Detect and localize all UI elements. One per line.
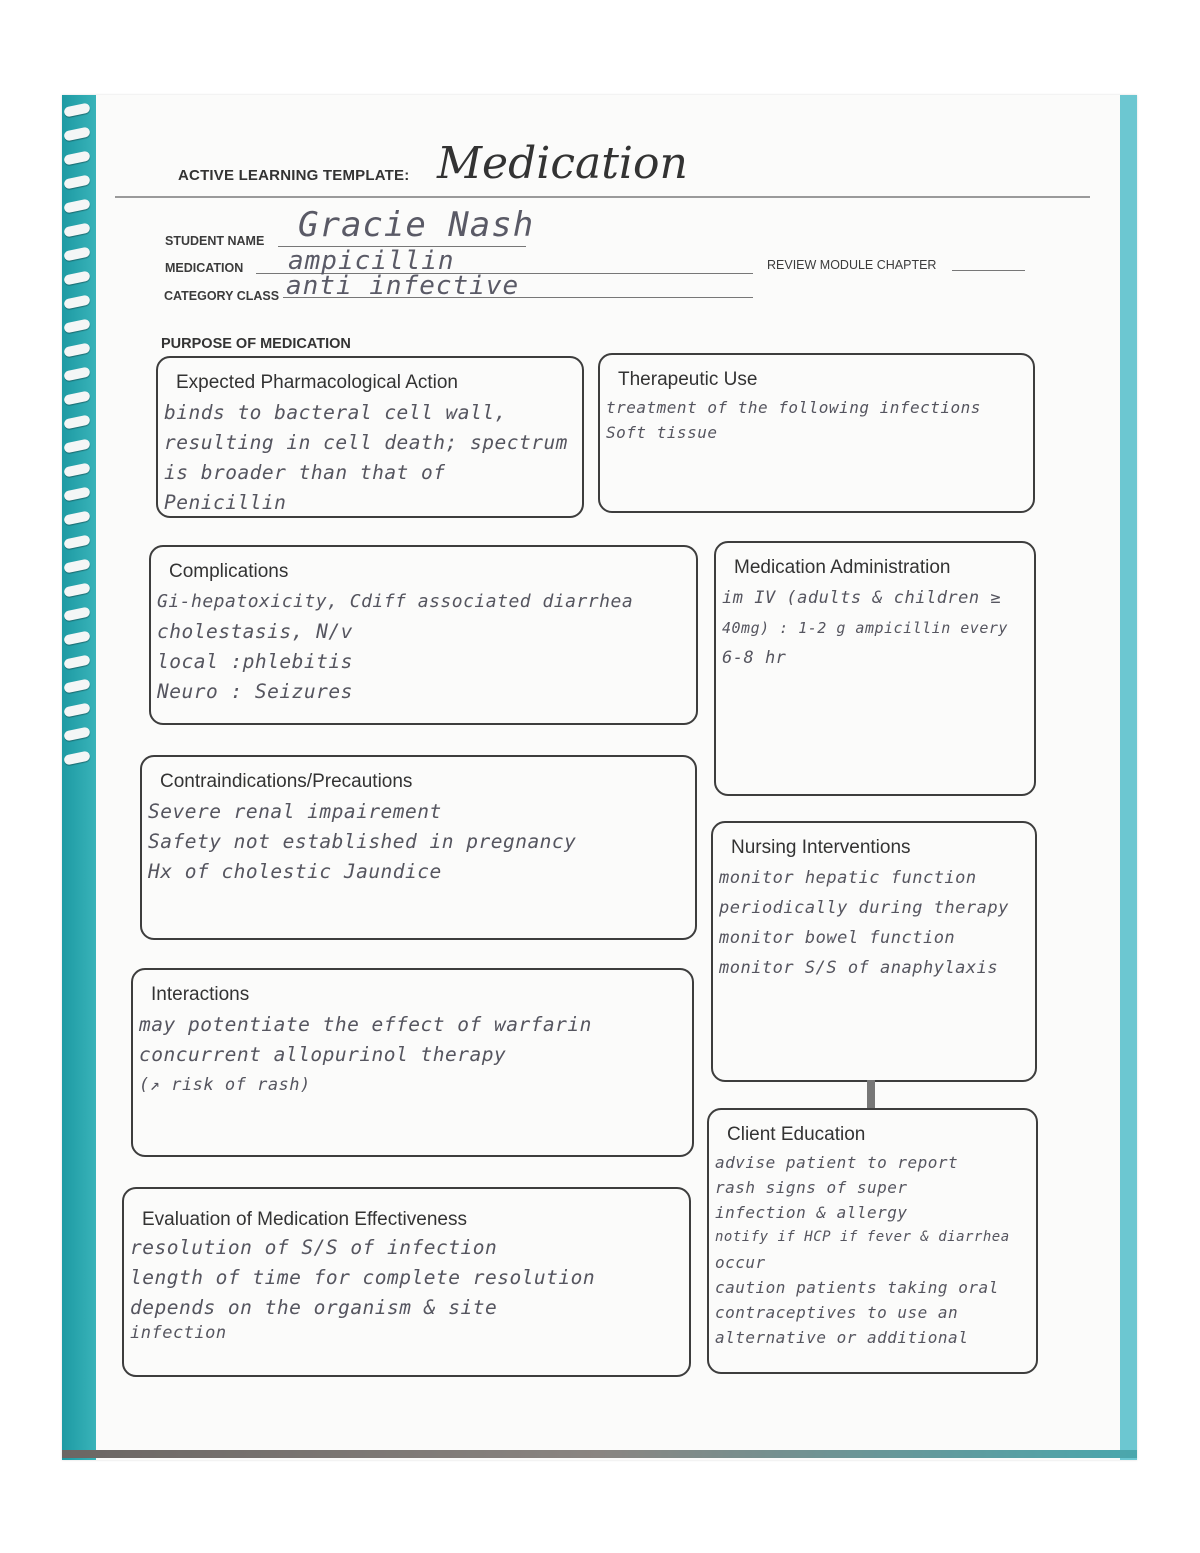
header-rule bbox=[115, 196, 1090, 198]
handwritten-line: cholestasis, N/v bbox=[157, 620, 353, 643]
handwritten-line: 40mg) : 1-2 g ampicillin every bbox=[722, 619, 1008, 637]
handwritten-line: notify if HCP if fever & diarrhea bbox=[715, 1229, 1010, 1245]
handwritten-line: Hx of cholestic Jaundice bbox=[148, 860, 442, 883]
template-title: Medication bbox=[437, 138, 688, 189]
category-class-label: CATEGORY CLASS bbox=[164, 289, 280, 303]
handwritten-line: im IV (adults & children ≥ bbox=[722, 588, 1002, 608]
page-edge-bottom bbox=[62, 1450, 1137, 1458]
box-contraindications[interactable] bbox=[140, 755, 697, 940]
medication-value[interactable]: ampicillin bbox=[288, 246, 455, 276]
box-title: Medication Administration bbox=[734, 557, 951, 578]
handwritten-line: Safety not established in pregnancy bbox=[148, 830, 577, 853]
box-content bbox=[722, 583, 1030, 673]
medication-label: MEDICATION bbox=[165, 261, 244, 275]
handwritten-line: concurrent allopurinol therapy bbox=[139, 1043, 507, 1066]
handwritten-line: depends on the organism & site bbox=[130, 1296, 498, 1319]
handwritten-line: may potentiate the effect of warfarin bbox=[139, 1013, 592, 1036]
box-title: Evaluation of Medication Effectiveness bbox=[142, 1209, 467, 1230]
handwritten-line: monitor bowel function bbox=[719, 928, 956, 948]
box-complications[interactable] bbox=[149, 545, 698, 725]
box-title: Contraindications/Precautions bbox=[160, 771, 413, 792]
handwritten-line: resolution of S/S of infection bbox=[130, 1236, 498, 1259]
category-class-value[interactable]: anti infective bbox=[286, 271, 520, 301]
handwritten-line: Soft tissue bbox=[606, 423, 718, 442]
box-therapeutic-use[interactable] bbox=[598, 353, 1035, 513]
box-connector bbox=[867, 1080, 875, 1108]
box-content bbox=[157, 587, 692, 707]
box-title: Client Education bbox=[727, 1124, 866, 1145]
handwritten-line: occur bbox=[715, 1253, 766, 1272]
review-module-line[interactable] bbox=[952, 270, 1025, 271]
handwritten-line: Penicillin bbox=[164, 491, 287, 514]
handwritten-line: treatment of the following infections bbox=[606, 398, 981, 417]
box-content bbox=[719, 863, 1031, 983]
box-interactions[interactable] bbox=[131, 968, 694, 1157]
box-title: Expected Pharmacological Action bbox=[176, 372, 458, 393]
review-module-label: REVIEW MODULE CHAPTER bbox=[767, 258, 937, 272]
handwritten-line: (↗ risk of rash) bbox=[139, 1075, 311, 1095]
handwritten-line: contraceptives to use an bbox=[715, 1303, 959, 1322]
box-content bbox=[139, 1010, 688, 1100]
handwritten-line: rash signs of super bbox=[715, 1178, 908, 1197]
box-content bbox=[148, 797, 691, 887]
box-content bbox=[130, 1233, 685, 1343]
handwritten-line: monitor hepatic function bbox=[719, 868, 977, 888]
box-nursing-interventions[interactable] bbox=[711, 821, 1037, 1082]
handwritten-line: alternative or additional bbox=[715, 1328, 969, 1347]
page-edge-right bbox=[1120, 95, 1137, 1460]
box-evaluation-effectiveness[interactable] bbox=[122, 1187, 691, 1377]
handwritten-line: Severe renal impairement bbox=[148, 800, 442, 823]
handwritten-line: infection & allergy bbox=[715, 1203, 908, 1222]
student-name-label: STUDENT NAME bbox=[165, 234, 265, 248]
handwritten-line: caution patients taking oral bbox=[715, 1278, 999, 1297]
handwritten-line: length of time for complete resolution bbox=[130, 1266, 596, 1289]
handwritten-line: monitor S/S of anaphylaxis bbox=[719, 958, 999, 978]
box-content bbox=[715, 1150, 1032, 1350]
handwritten-line: periodically during therapy bbox=[719, 898, 1009, 918]
student-name-value[interactable]: Gracie Nash bbox=[298, 205, 535, 245]
box-content bbox=[164, 398, 578, 518]
box-title: Nursing Interventions bbox=[731, 837, 911, 858]
handwritten-line: advise patient to report bbox=[715, 1153, 959, 1172]
template-label: ACTIVE LEARNING TEMPLATE: bbox=[178, 167, 410, 184]
box-medication-administration[interactable] bbox=[714, 541, 1036, 796]
box-title: Complications bbox=[169, 561, 289, 582]
purpose-heading: PURPOSE OF MEDICATION bbox=[161, 336, 351, 352]
handwritten-line: Neuro : Seizures bbox=[157, 680, 353, 703]
box-client-education[interactable] bbox=[707, 1108, 1038, 1374]
handwritten-line: is broader than that of bbox=[164, 461, 446, 484]
handwritten-line: binds to bacteral cell wall, bbox=[164, 401, 507, 424]
box-pharmacological-action[interactable] bbox=[156, 356, 584, 518]
handwritten-line: infection bbox=[130, 1323, 227, 1343]
box-content bbox=[606, 395, 1029, 445]
handwritten-line: Gi-hepatoxicity, Cdiff associated diarrhea bbox=[157, 591, 634, 612]
box-title: Interactions bbox=[151, 984, 250, 1005]
handwritten-line: resulting in cell death; spectrum bbox=[164, 431, 568, 454]
handwritten-line: 6-8 hr bbox=[722, 648, 787, 668]
box-title: Therapeutic Use bbox=[618, 369, 758, 390]
handwritten-line: local :phlebitis bbox=[157, 650, 353, 673]
